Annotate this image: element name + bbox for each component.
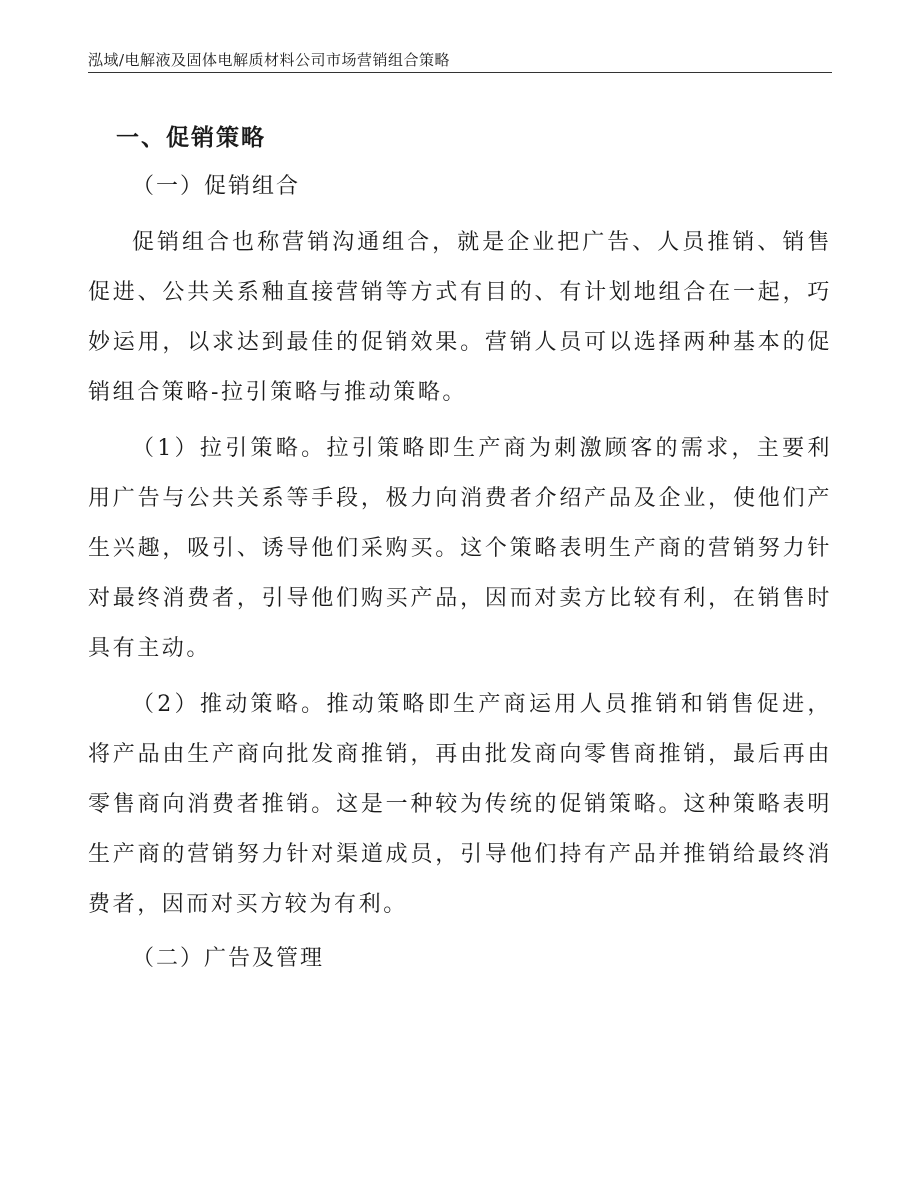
subsection-heading-advertising: （二）广告及管理 — [132, 946, 325, 971]
paragraph-push-strategy: （2）推动策略。推动策略即生产商运用人员推销和销售促进，将产品由生产商向批发商推销，再由批发商向零售商推销，最后再由零售商向消费者推销。这是一种较为传统的促销策略。这种策略表明生产商的营销努力针对渠道成员，引导他们持有产品并推销给最终消费者，因而对买方较为有利。 — [88, 692, 832, 917]
section-heading-promotion-strategy: 一、促销策略 — [116, 125, 266, 151]
paragraph-promotion-mix: 促销组合也称营销沟通组合，就是企业把广告、人员推销、销售促进、公共关系釉直接营销等方式有目的、有计划地组合在一起，巧妙运用，以求达到最佳的促销效果。营销人员可以选择两种基本的促销组合策略-拉引策略与推动策略。 — [88, 230, 832, 405]
subsection-heading-promotion-mix: （一）促销组合 — [132, 174, 301, 199]
page-header: 泓域/电解液及固体电解质材料公司市场营销组合策略 — [88, 50, 832, 73]
paragraph-pull-strategy: （1）拉引策略。拉引策略即生产商为刺激顾客的需求，主要利用广告与公共关系等手段，极力向消费者介绍产品及企业，使他们产生兴趣，吸引、诱导他们采购买。这个策略表明生产商的营销努力针对最终消费者，引导他们购买产品，因而对卖方比较有利，在销售时具有主动。 — [88, 436, 832, 661]
document-body — [88, 116, 832, 982]
